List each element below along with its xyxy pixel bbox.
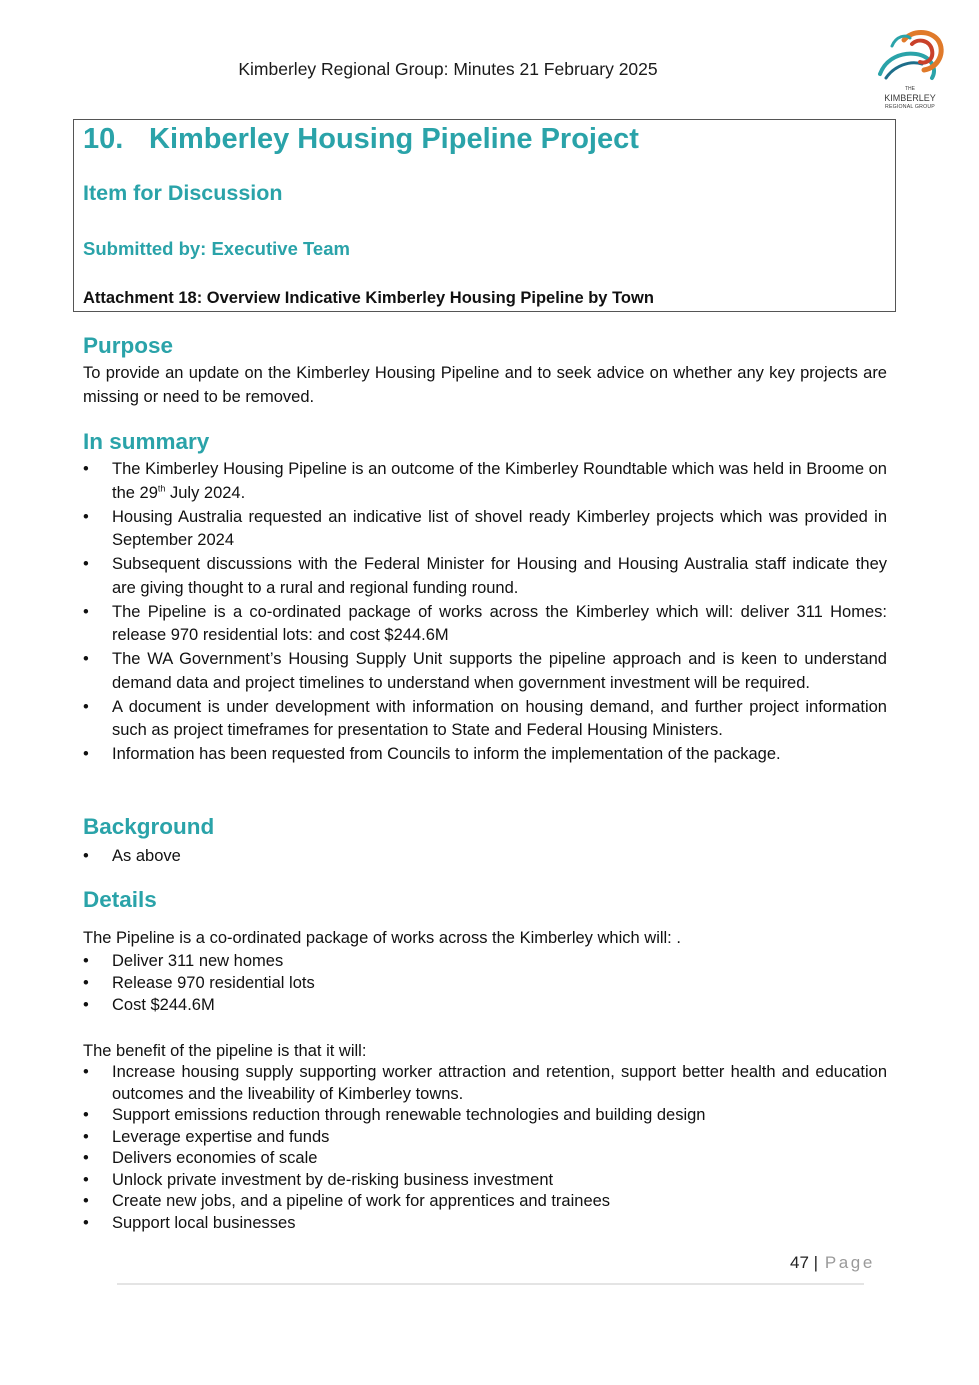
summary-item-1-tail: July 2024.	[165, 483, 246, 502]
list-item: • Delivers economies of scale	[83, 1148, 887, 1170]
page-separator: |	[813, 1253, 819, 1272]
benefit-intro: The benefit of the pipeline is that it will:	[83, 1042, 367, 1060]
kimberley-logo	[872, 28, 948, 108]
list-item: • Information has been requested from Councils to inform the implementation of the package.	[83, 743, 887, 767]
list-item: • Subsequent discussions with the Federal Minister for Housing and Housing Australia staff indicate they are giving thought to a rural and regional funding round.	[83, 553, 887, 600]
list-item: • A document is under development with information on housing demand, and further project information such as project timeframes for presentation to State and Federal Housing Ministers.	[83, 696, 887, 743]
list-item: • Housing Australia requested an indicative list of shovel ready Kimberley projects which was provided in September 2024	[83, 506, 887, 553]
list-item: • Create new jobs, and a pipeline of work for apprentices and trainees	[83, 1191, 887, 1213]
submitted-by: Submitted by: Executive Team	[83, 238, 350, 259]
details-heading: Details	[83, 887, 157, 912]
summary-heading: In summary	[83, 429, 210, 454]
logo-text-name: KIMBERLEY	[884, 93, 936, 103]
list-item: • Unlock private investment by de-risking business investment	[83, 1170, 887, 1192]
list-item: • Deliver 311 new homes	[83, 950, 887, 972]
background-list	[83, 845, 887, 869]
list-item: • Release 970 residential lots	[83, 972, 887, 994]
logo-swirl-icon	[872, 28, 948, 86]
list-item: • Increase housing supply supporting worker attraction and retention, support better health and education outcomes and the liveability of Kimberley towns.	[83, 1062, 887, 1105]
logo-text-the: THE	[905, 86, 915, 92]
item-number: 10.	[83, 123, 124, 155]
list-item: • Leverage expertise and funds	[83, 1127, 887, 1149]
details-intro: The Pipeline is a co-ordinated package of works across the Kimberley which will: .	[83, 929, 681, 947]
item-header-box	[73, 119, 896, 312]
page-number-value: 47	[790, 1253, 809, 1272]
footer-divider	[117, 1283, 864, 1285]
list-item: • Support emissions reduction through renewable technologies and building design	[83, 1105, 887, 1127]
page-number	[790, 1253, 875, 1273]
list-item: • The WA Government’s Housing Supply Unit supports the pipeline approach and is keen to understand demand data and project timelines to understand when government investment will be required.	[83, 648, 887, 695]
page-label: Page	[824, 1253, 875, 1272]
list-item: • The Pipeline is a co-ordinated package of works across the Kimberley which will: deliver 311 Homes: release 970 residential lots: and cost $244.6M	[83, 601, 887, 648]
attachment-line: Attachment 18: Overview Indicative Kimberley Housing Pipeline by Town	[83, 289, 654, 307]
list-item: • As above	[83, 845, 887, 869]
header-title: Kimberley Regional Group: Minutes 21 February 2025	[238, 59, 658, 79]
purpose-text: To provide an update on the Kimberley Housing Pipeline and to seek advice on whether any key projects are missing or need to be removed.	[83, 364, 887, 406]
summary-item-1-sup: th	[157, 483, 166, 493]
item-title	[83, 123, 639, 156]
background-heading: Background	[83, 814, 215, 839]
summary-item-1-text: The Kimberley Housing Pipeline is an outcome of the Kimberley Roundtable which was held in Broome on the 29	[112, 460, 887, 502]
logo-text-sub: REGIONAL GROUP	[885, 104, 935, 110]
details-list	[83, 950, 887, 1016]
summary-list	[83, 458, 887, 767]
list-item	[83, 458, 887, 505]
item-title-text: Kimberley Housing Pipeline Project	[149, 123, 639, 155]
list-item: • Cost $244.6M	[83, 994, 887, 1016]
benefits-list	[83, 1062, 887, 1234]
purpose-heading: Purpose	[83, 333, 174, 358]
item-subtitle: Item for Discussion	[83, 181, 283, 205]
list-item: • Support local businesses	[83, 1213, 887, 1235]
